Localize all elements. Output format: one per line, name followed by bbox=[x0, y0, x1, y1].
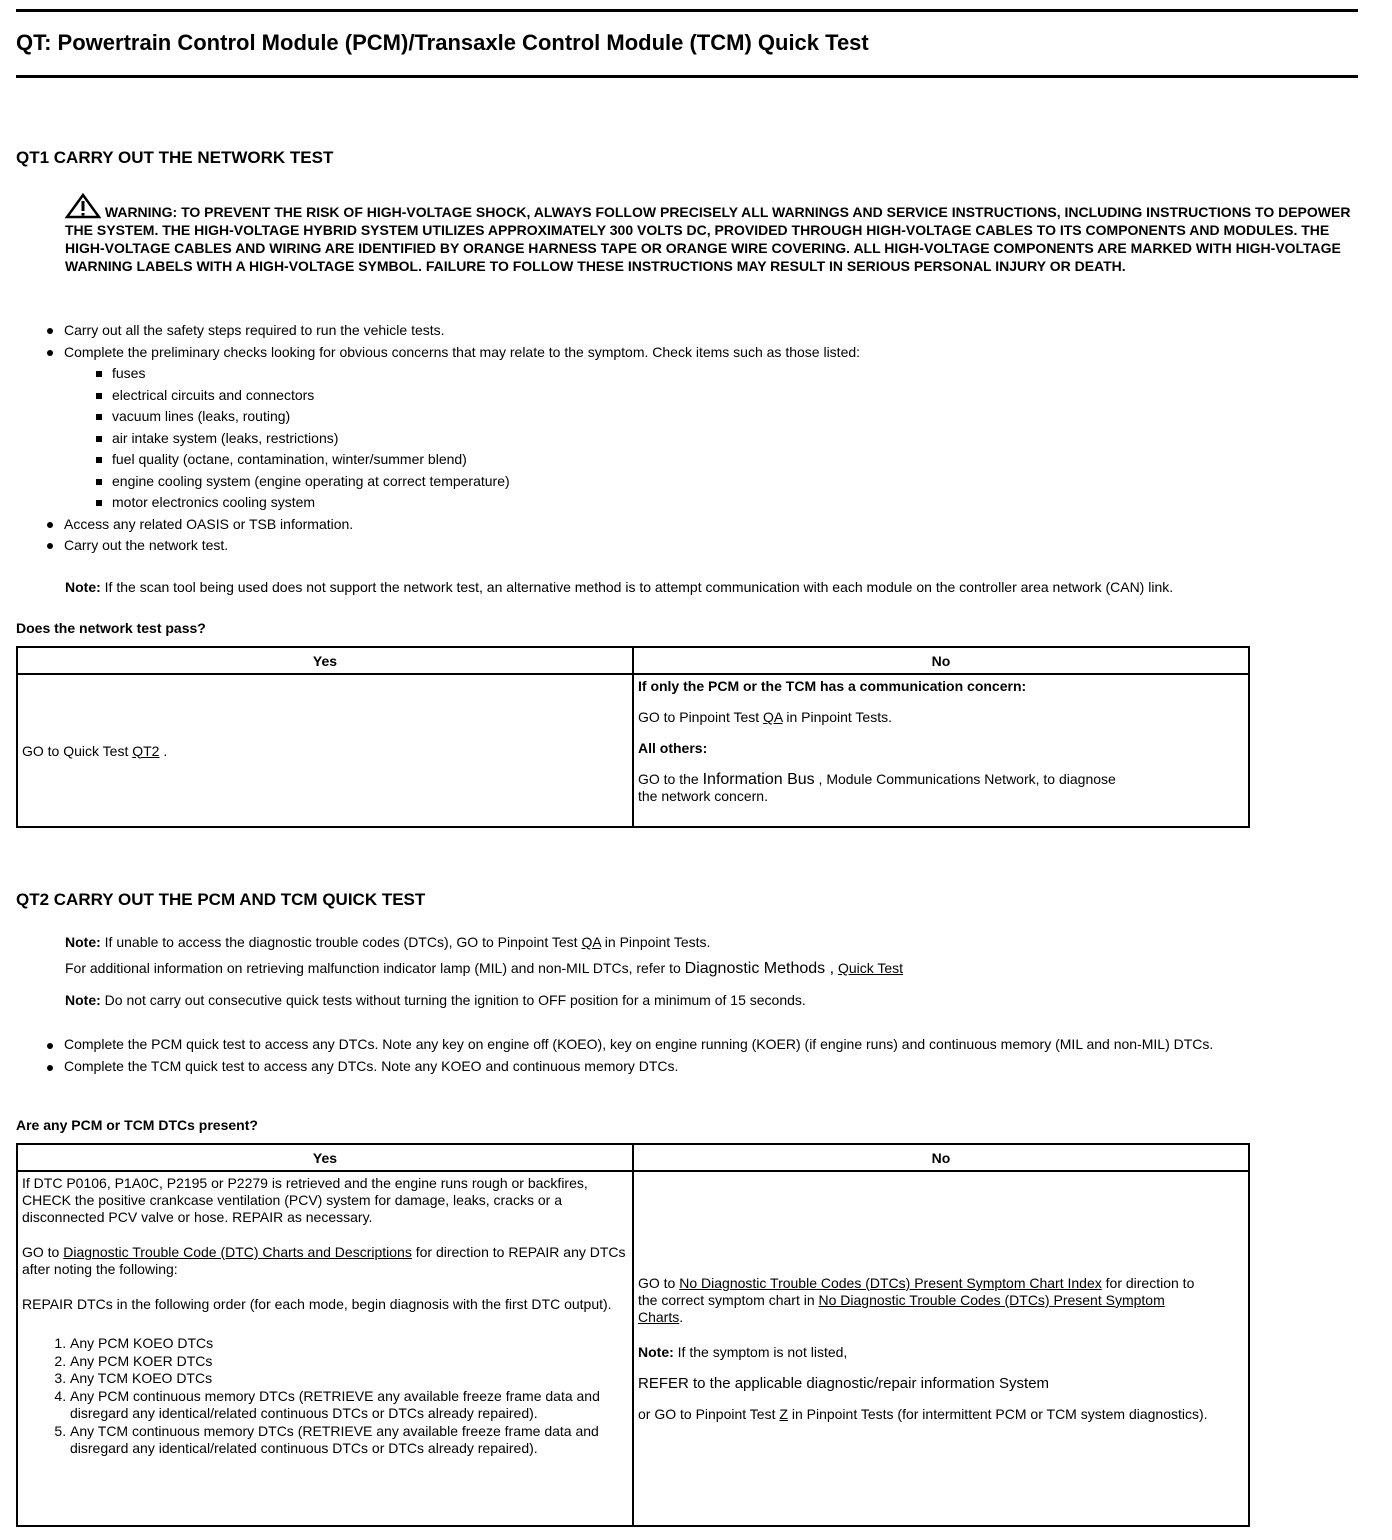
link-pinpoint-z[interactable]: Z bbox=[779, 1405, 788, 1422]
link-qt2[interactable]: QT2 bbox=[132, 742, 160, 759]
list-item: 5. Any TCM continuous memory DTCs (RETRIEVE any available freeze frame data and disregard any identical/related continuous DTCs or DTCs already repaired). bbox=[70, 1423, 628, 1458]
column-header-no: No bbox=[633, 1144, 1249, 1171]
repair-order-list bbox=[22, 1335, 628, 1458]
qt1-result-table bbox=[16, 646, 1250, 828]
sub-item: air intake system (leaks, restrictions) bbox=[16, 428, 1356, 450]
section-heading-qt1: QT1 CARRY OUT THE NETWORK TEST bbox=[16, 148, 334, 167]
sub-item: electrical circuits and connectors bbox=[16, 385, 1356, 407]
sub-item: fuel quality (octane, contamination, winter/summer blend) bbox=[16, 449, 1356, 471]
cell-no: If only the PCM or the TCM has a communication concern: GO to Pinpoint Test QA in Pinpoint Tests. All others: GO to the Information Bus , Module Communications Network, to diagnose the network concern. bbox=[633, 674, 1249, 827]
section-heading-qt2: QT2 CARRY OUT THE PCM AND TCM QUICK TEST bbox=[16, 890, 426, 909]
qt2-question: Are any PCM or TCM DTCs present? bbox=[16, 1117, 258, 1133]
list-item: 2. Any PCM KOER DTCs bbox=[70, 1353, 628, 1371]
column-header-yes: Yes bbox=[17, 1144, 633, 1171]
qt2-info: For additional information on retrieving malfunction indicator lamp (MIL) and non-MIL DTCs, refer to Diagnostic Methods , Quick Test bbox=[65, 960, 904, 977]
qt1-note: Note: If the scan tool being used does not support the network test, an alternative method is to attempt communication with each module on the controller area network (CAN) link. bbox=[65, 579, 1174, 595]
column-header-no: No bbox=[633, 647, 1249, 674]
warning-triangle-icon bbox=[65, 204, 101, 220]
bullet-item: Complete the preliminary checks looking for obvious concerns that may relate to the symptom. Check items such as those listed: fuses electrical circuits and connectors vacuum lines (leaks, routing) air intake system (leaks, restrictions) fuel quality (octane, contamination, winter/summer blend) engine cooling system (engine operating at correct temperature) motor electronics cooling system bbox=[16, 342, 1356, 514]
top-rule bbox=[16, 9, 1358, 12]
page-title: QT: Powertrain Control Module (PCM)/Transaxle Control Module (TCM) Quick Test bbox=[16, 30, 869, 55]
bullet-item: Complete the TCM quick test to access any DTCs. Note any KOEO and continuous memory DTCs. bbox=[16, 1057, 1356, 1075]
bullet-item: Complete the PCM quick test to access any DTCs. Note any key on engine off (KOEO), key on engine running (KOER) (if engine runs) and continuous memory (MIL and non-MIL) DTCs. bbox=[16, 1035, 1356, 1053]
sub-item: motor electronics cooling system bbox=[16, 492, 1356, 514]
warning-block bbox=[65, 193, 1365, 275]
link-symptom-charts[interactable]: No Diagnostic Trouble Codes (DTCs) Present Symptom Charts bbox=[638, 1291, 1165, 1325]
link-quick-test[interactable]: Quick Test bbox=[837, 960, 904, 976]
qt2-bullets bbox=[16, 1035, 1356, 1075]
qt1-bullets bbox=[16, 320, 1356, 557]
qt2-note-1: Note: If unable to access the diagnostic trouble codes (DTCs), GO to Pinpoint Test QA in Pinpoint Tests. bbox=[65, 934, 711, 950]
qt2-result-table bbox=[16, 1143, 1250, 1527]
bullet-item: Access any related OASIS or TSB information. bbox=[16, 514, 1356, 536]
bullet-item: Carry out the network test. bbox=[16, 535, 1356, 557]
sub-item: vacuum lines (leaks, routing) bbox=[16, 406, 1356, 428]
qt2-note-2: Note: Do not carry out consecutive quick tests without turning the ignition to OFF position for a minimum of 15 seconds. bbox=[65, 992, 806, 1008]
column-header-yes: Yes bbox=[17, 647, 633, 674]
qt1-question: Does the network test pass? bbox=[16, 620, 206, 636]
bullet-item: Carry out all the safety steps required to run the vehicle tests. bbox=[16, 320, 1356, 342]
sub-item: engine cooling system (engine operating at correct temperature) bbox=[16, 471, 1356, 493]
title-rule bbox=[16, 75, 1358, 78]
cell-no: GO to No Diagnostic Trouble Codes (DTCs) Present Symptom Chart Index for direction to the correct symptom chart in No Diagnostic Trouble Codes (DTCs) Present Symptom Charts. Note: If the symptom is not listed, REFER to the applicable diagnostic/repair information System or GO to Pinpoint Test Z in Pinpoint Tests (for intermittent PCM or TCM system diagnostics). bbox=[633, 1171, 1249, 1526]
list-item: 3. Any TCM KOEO DTCs bbox=[70, 1370, 628, 1388]
link-pinpoint-qa[interactable]: QA bbox=[763, 709, 783, 725]
cell-yes: GO to Quick Test QT2 . bbox=[17, 674, 633, 827]
link-pinpoint-qa-2[interactable]: QA bbox=[581, 934, 601, 950]
list-item: 1. Any PCM KOEO DTCs bbox=[70, 1335, 628, 1353]
link-symptom-chart-index[interactable]: No Diagnostic Trouble Codes (DTCs) Present Symptom Chart Index bbox=[679, 1274, 1102, 1291]
list-item: 4. Any PCM continuous memory DTCs (RETRIEVE any available freeze frame data and disregard any identical/related continuous DTCs or DTCs already repaired). bbox=[70, 1388, 628, 1423]
link-dtc-charts[interactable]: Diagnostic Trouble Code (DTC) Charts and Descriptions bbox=[63, 1244, 412, 1260]
sub-item: fuses bbox=[16, 363, 1356, 385]
cell-yes: If DTC P0106, P1A0C, P2195 or P2279 is retrieved and the engine runs rough or backfires, CHECK the positive crankcase ventilation (PCV) system for damage, leaks, cracks or a disconnected PCV valve or hose. REPAIR as necessary. GO to Diagnostic Trouble Code (DTC) Charts and Descriptions for direction to REPAIR any DTCs after noting the following: REPAIR DTCs in the following order (for each mode, begin diagnosis with the first DTC output). 1. Any PCM KOEO DTCs 2. Any PCM KOER DTCs 3. Any TCM KOEO DTCs 4. Any PCM continuous memory DTCs (RETRIEVE any available freeze frame data and disregard any identical/related continuous DTCs or DTCs already repaired). 5. Any TCM continuous memory DTCs (RETRIEVE any available freeze frame data and disregard any identical/related continuous DTCs or DTCs already repaired). bbox=[17, 1171, 633, 1526]
warning-text: WARNING: TO PREVENT THE RISK OF HIGH-VOLTAGE SHOCK, ALWAYS FOLLOW PRECISELY ALL WARNINGS AND SERVICE INSTRUCTIONS, INCLUDING INSTRUCTIONS TO DEPOWER THE SYSTEM. THE HIGH-VOLTAGE HYBRID SYSTEM UTILIZES APPROXIMATELY 300 VOLTS DC, PROVIDED THROUGH HIGH-VOLTAGE CABLES TO ITS COMPONENTS AND MODULES. THE HIGH-VOLTAGE CABLES AND WIRING ARE IDENTIFIED BY ORANGE HARNESS TAPE OR ORANGE WIRE COVERING. ALL HIGH-VOLTAGE COMPONENTS ARE MARKED WITH HIGH-VOLTAGE WARNING LABELS WITH A HIGH-VOLTAGE SYMBOL. FAILURE TO FOLLOW THESE INSTRUCTIONS MAY RESULT IN SERIOUS PERSONAL INJURY OR DEATH. bbox=[65, 204, 1351, 274]
